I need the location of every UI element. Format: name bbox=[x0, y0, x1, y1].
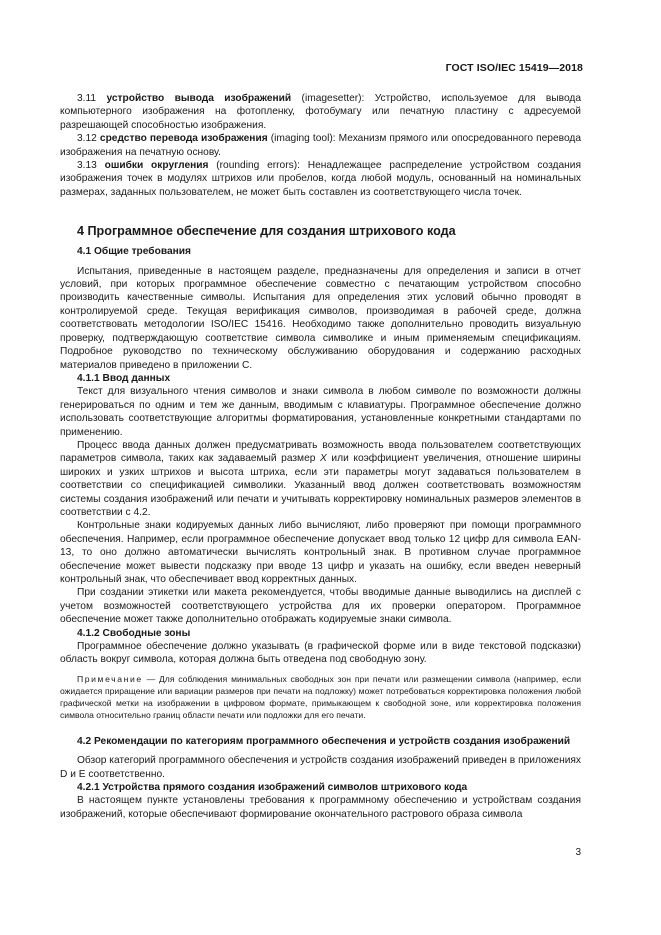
page-number: 3 bbox=[575, 847, 581, 858]
section-4-1-1-paragraph-3: Контрольные знаки кодируемых данных либо вычисляют, либо проверяют при помощи программного обеспечения. Например, если программное обеспечение допускает ввод только 12 цифр для символа EAN-13, то оно должно автоматически вычислять контрольный знак. В противном случае программное обеспечение может вывести подсказку при вводе 13 цифр и указать на ошибку, если введен неверный контрольный знак, что обеспечивает ввод корректных данных. bbox=[60, 520, 581, 585]
term-definition: (rounding errors): Ненадлежащее распределение устройством создания изображения точек в модулях штрихов или пробелов, когда любой модуль, основанный на номинальных размерах, заданных пользователем, не может быть составлен из соответствующего числа точек. bbox=[60, 160, 581, 198]
section-4-1-1-heading: 4.1.1 Ввод данных bbox=[77, 372, 171, 384]
term-definition: (imaging tool): Механизм прямого или опосредованного перевода изображения на печатную основу. bbox=[60, 133, 581, 158]
term-number: 3.11 bbox=[77, 93, 97, 104]
section-4-2-1-heading: 4.2.1 Устройства прямого создания изображений символов штрихового кода bbox=[77, 782, 468, 794]
note bbox=[60, 673, 581, 721]
note-label: Примечание bbox=[77, 673, 143, 684]
term-definition: (imagesetter): Устройство, используемое для вывода компьютерного изображения на фотопленку, фотобумагу или печатную пластину с адресуемой разрешающей способностью изображения. bbox=[60, 93, 581, 131]
term-number: 3.12 bbox=[77, 133, 97, 145]
section-4-1-2-paragraph: Программное обеспечение должно указывать (в графической форме или в виде текстовой подсказки) область вокруг символа, которая должна быть отведена под свободную зону. bbox=[60, 641, 581, 666]
page-content bbox=[60, 92, 581, 821]
section-4-1-paragraph: Испытания, приведенные в настоящем разделе, предназначены для определения и записи в отчет условий, при которых программное обеспечение совместно с печатающим устройством способно производить качественные символы. Испытания для определения этих условий обычно проводят в контролируемой среде. Текущая верификация символов, производимая в рабочей среде, должна соответствовать методологии ISO/IEC 15416. Необходимо также дополнительно проводить визуальную проверку, подтверждающую соответствие символа символике и иным применяемым спецификациям. Подробное руководство по техническому обслуживанию оборудования и содержанию расходных материалов приведено в приложении С. bbox=[60, 265, 581, 371]
section-4-2-heading: 4.2 Рекомендации по категориям программного обеспечения и устройств создания изображений bbox=[77, 735, 571, 747]
section-4-1-1-paragraph-4: При создании этикетки или макета рекомендуется, чтобы вводимые данные выводились на дисплей с учетом возможностей соответствующего устройства для их проверки оператором. Программное обеспечение может также дополнительно отображать кодируемые знаки символа. bbox=[60, 587, 581, 626]
term-name: средство перевода изображения bbox=[99, 133, 268, 145]
term-name: устройство вывода изображений bbox=[106, 93, 292, 104]
term-3-13 bbox=[60, 159, 581, 199]
term-3-12 bbox=[60, 132, 581, 159]
section-4-1-1-paragraph-2: Процесс ввода данных должен предусматривать возможность ввода пользователем соответствующих параметров символа, таких как задаваемый размер X или коэффициент увеличения, отношение ширины широких и узких штрихов и высота штриха, если эти параметры могут задаваться пользователем в соответствии со спецификацией символики. Указанный ввод должен соответствовать возможностям системы создания изображений или печати и учитывать корректировку номинальных размеров элементов в соответствии с 4.2. bbox=[60, 439, 581, 518]
section-4-heading: 4 Программное обеспечение для создания штрихового кода bbox=[77, 224, 456, 239]
term-name: ошибки округления bbox=[104, 160, 209, 172]
standard-header: ГОСТ ISO/IEC 15419—2018 bbox=[445, 62, 583, 74]
section-4-2-paragraph: Обзор категорий программного обеспечения и устройств создания изображений приведен в приложениях D и Е соответственно. bbox=[60, 755, 581, 780]
section-4-1-heading: 4.1 Общие требования bbox=[77, 246, 191, 258]
section-4-2-1-paragraph: В настоящем пункте установлены требования к программному обеспечению и устройствам создания изображений, которые обеспечивают формирование окончательного растрового образа символа bbox=[60, 795, 581, 820]
note-text: — Для соблюдения минимальных свободных зон при печати или размещении символа (например, если ожидается приращение или вариации размеров при печати на подложку) может потребоваться корректировка положения любой графической метки на изображении в цифровом формате, примыкающем к свободной зоне, или корректировка положения символа относительно границ области печати или подложки для его печати. bbox=[60, 673, 581, 720]
section-4-1-2-heading: 4.1.2 Свободные зоны bbox=[77, 627, 191, 639]
section-4-1-1-paragraph-1: Текст для визуального чтения символов и знаки символа в любом символе по возможности должны генерироваться по одним и тем же данным, вводимым с клавиатуры. Программное обеспечение должно использовать соответствующие алгоритмы форматирования, установленные конкретными стандартами по применению. bbox=[60, 386, 581, 438]
term-3-11 bbox=[60, 92, 581, 132]
term-number: 3.13 bbox=[77, 160, 97, 172]
x-dimension-symbol: X bbox=[320, 453, 327, 465]
